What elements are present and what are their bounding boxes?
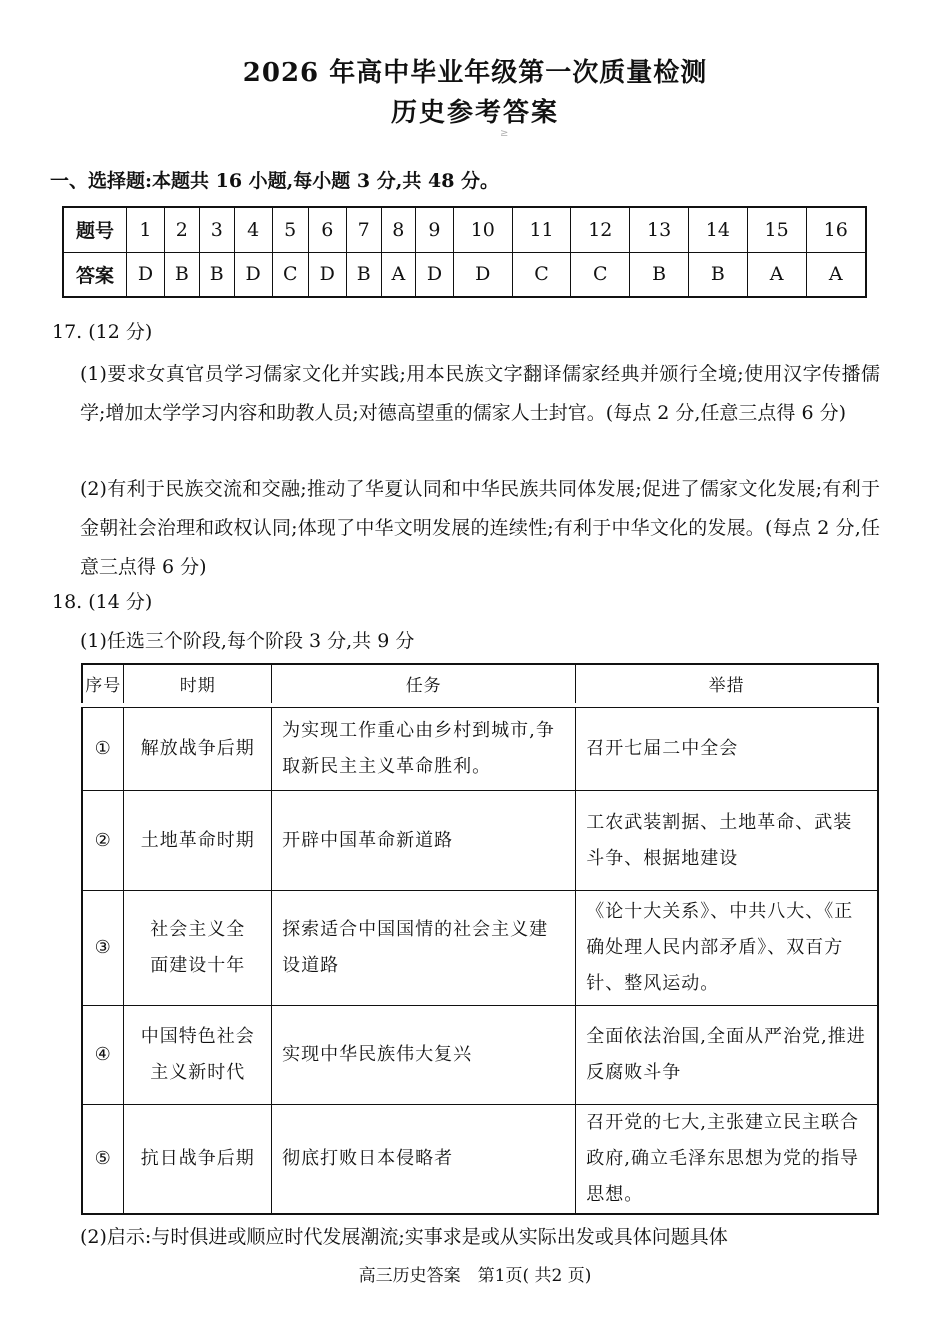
answer-row xyxy=(63,252,866,297)
table-row xyxy=(82,891,878,1006)
row-period: 土地革命时期 xyxy=(124,791,272,891)
row-period: 抗日战争后期 xyxy=(124,1105,272,1215)
row-measure: 工农武装割据、土地革命、武装斗争、根据地建设 xyxy=(576,791,878,891)
question-number: 6 xyxy=(308,207,346,252)
answer-cell: D xyxy=(416,252,454,297)
answer-cell: C xyxy=(512,252,571,297)
answer-cell: B xyxy=(630,252,689,297)
stage-table-header xyxy=(82,664,878,708)
answer-cell: C xyxy=(571,252,630,297)
table-row xyxy=(82,1105,878,1215)
answer-cell: A xyxy=(806,252,866,297)
row-number: ⑤ xyxy=(82,1105,124,1215)
q17-label: 17. (12 分) xyxy=(52,321,153,343)
header-task: 任务 xyxy=(272,664,576,708)
header-measure: 举措 xyxy=(576,664,878,708)
answer-cell: C xyxy=(272,252,308,297)
page-subtitle: 历史参考答案 xyxy=(390,98,559,128)
row-task: 探索适合中国国情的社会主义建设道路 xyxy=(272,891,576,1006)
row-number: ① xyxy=(82,708,124,791)
answer-cell: B xyxy=(199,252,234,297)
answer-cell: B xyxy=(688,252,747,297)
answer-cell: D xyxy=(234,252,272,297)
section1-heading: 一、选择题:本题共 16 小题,每小题 3 分,共 48 分。 xyxy=(50,170,500,192)
question-number: 3 xyxy=(199,207,234,252)
header-no: 序号 xyxy=(82,664,124,708)
q18-part2: (2)启示:与时俱进或顺应时代发展潮流;实事求是或从实际出发或具体问题具体 xyxy=(80,1226,728,1248)
row-period: 社会主义全面建设十年 xyxy=(124,891,272,1006)
row-period: 中国特色社会主义新时代 xyxy=(124,1006,272,1105)
header-period: 时期 xyxy=(124,664,272,708)
question-number: 14 xyxy=(688,207,747,252)
page-title: 2026 年高中毕业年级第一次质量检测 xyxy=(242,58,708,88)
question-number: 4 xyxy=(234,207,272,252)
stage-table xyxy=(81,663,879,1215)
answer-cell: B xyxy=(346,252,381,297)
row-number: ④ xyxy=(82,1006,124,1105)
row-task: 开辟中国革命新道路 xyxy=(272,791,576,891)
table-row xyxy=(82,708,878,791)
scan-mark: ≥ xyxy=(500,128,509,139)
q18-label: 18. (14 分) xyxy=(52,591,153,613)
row-task: 为实现工作重心由乡村到城市,争取新民主主义革命胜利。 xyxy=(272,708,576,791)
q18-part1: (1)任选三个阶段,每个阶段 3 分,共 9 分 xyxy=(80,630,415,652)
choice-answer-table xyxy=(62,206,867,298)
question-number-row xyxy=(63,207,866,252)
answer-cell: B xyxy=(164,252,199,297)
question-number: 1 xyxy=(127,207,165,252)
question-number: 12 xyxy=(571,207,630,252)
row-number: ② xyxy=(82,791,124,891)
question-number: 16 xyxy=(806,207,866,252)
row-task: 彻底打败日本侵略者 xyxy=(272,1105,576,1215)
answer-cell: D xyxy=(308,252,346,297)
row-task: 实现中华民族伟大复兴 xyxy=(272,1006,576,1105)
question-number: 2 xyxy=(164,207,199,252)
answer-cell: A xyxy=(747,252,806,297)
table-header-gap xyxy=(81,703,879,707)
question-number: 7 xyxy=(346,207,381,252)
q17-part2: (2)有利于民族交流和交融;推动了华夏认同和中华民族共同体发展;促进了儒家文化发展;有利于金朝社会治理和政权认同;体现了中华文明发展的连续性;有利于中华文化的发展。(每点 2 分,任意三点得 6 分) xyxy=(80,478,880,578)
question-number: 15 xyxy=(747,207,806,252)
row-label-answer: 答案 xyxy=(63,252,127,297)
question-number: 11 xyxy=(512,207,571,252)
row-measure: 召开党的七大,主张建立民主联合政府,确立毛泽东思想为党的指导思想。 xyxy=(576,1105,878,1215)
answer-cell: A xyxy=(381,252,415,297)
row-measure: 召开七届二中全会 xyxy=(576,708,878,791)
q17-part1: (1)要求女真官员学习儒家文化并实践;用本民族文字翻译儒家经典并颁行全境;使用汉字传播儒学;增加太学学习内容和助教人员;对德高望重的儒家人士封官。(每点 2 分,任意三点得 6 分) xyxy=(80,363,880,424)
question-number: 10 xyxy=(453,207,512,252)
question-number: 9 xyxy=(416,207,454,252)
question-number: 13 xyxy=(630,207,689,252)
table-row xyxy=(82,1006,878,1105)
answer-cell: D xyxy=(453,252,512,297)
table-row xyxy=(82,791,878,891)
row-measure: 《论十大关系》、中共八大、《正确处理人民内部矛盾》、双百方针、整风运动。 xyxy=(576,891,878,1006)
row-label-question: 题号 xyxy=(63,207,127,252)
question-number: 8 xyxy=(381,207,415,252)
row-period: 解放战争后期 xyxy=(124,708,272,791)
row-measure: 全面依法治国,全面从严治党,推进反腐败斗争 xyxy=(576,1006,878,1105)
answer-cell: D xyxy=(127,252,165,297)
row-number: ③ xyxy=(82,891,124,1006)
page-footer: 高三历史答案 第1页( 共2 页) xyxy=(358,1266,592,1286)
question-number: 5 xyxy=(272,207,308,252)
